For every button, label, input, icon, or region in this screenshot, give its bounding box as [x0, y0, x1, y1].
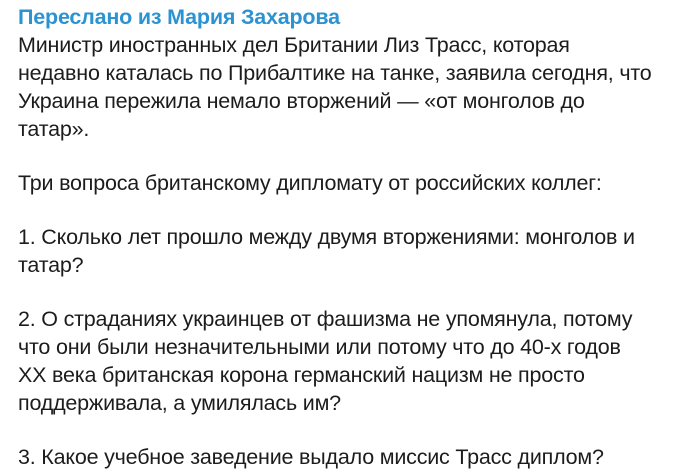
text-line: 3. Какое учебное заведение выдало миссис Трасс диплом? — [18, 445, 604, 469]
text-line: недавно каталась по Прибалтике на танке, заявила сегодня, что — [18, 61, 652, 85]
paragraph — [18, 169, 672, 197]
forwarded-from-header[interactable]: Переслано из Мария Захарова — [18, 5, 340, 29]
text-line: 2. О страданиях украинцев от фашизма не упомянула, потому — [18, 307, 633, 331]
text-line: поддерживала, а умилялась им? — [18, 391, 341, 415]
text-line: Три вопроса британскому дипломату от российских коллег: — [18, 171, 602, 195]
paragraph — [18, 443, 672, 471]
message-text — [18, 31, 672, 471]
text-line: что они были незначительными или потому что до 40-х годов — [18, 335, 621, 359]
paragraph — [18, 305, 672, 417]
text-line: 1. Сколько лет прошло между двумя вторжениями: монголов и — [18, 225, 635, 249]
paragraph — [18, 223, 672, 279]
text-line: Украина пережила немало вторжений — «от монголов до — [18, 89, 585, 113]
text-line: ХХ века британская корона германский нацизм не просто — [18, 363, 585, 387]
text-line: Министр иностранных дел Британии Лиз Трасс, которая — [18, 33, 570, 57]
paragraph — [18, 31, 672, 143]
text-line: татар». — [18, 117, 90, 141]
text-line: татар? — [18, 253, 84, 277]
